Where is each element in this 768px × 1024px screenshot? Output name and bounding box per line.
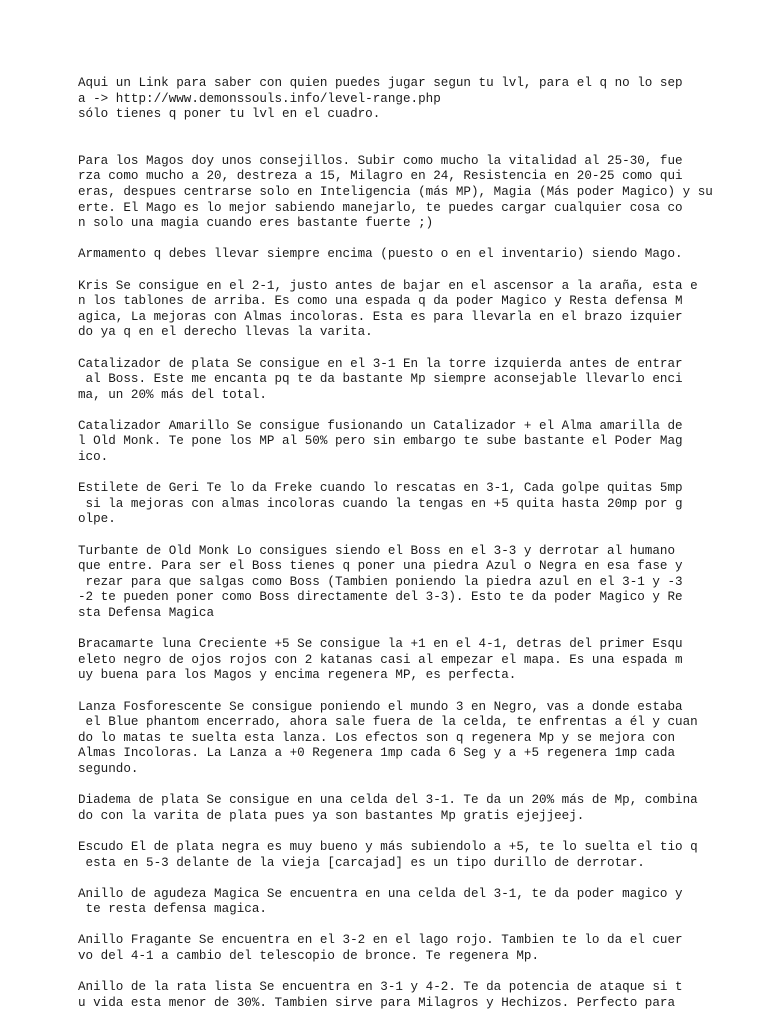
text-line: a -> http://www.demonssouls.info/level-range.php (78, 91, 441, 106)
text-line: Catalizador de plata Se consigue en el 3-1 En la torre izquierda antes de entrar (78, 356, 683, 371)
document-body (78, 76, 758, 1024)
paragraph (78, 933, 758, 964)
paragraph (78, 247, 758, 263)
text-line: sólo tienes q poner tu lvl en el cuadro. (78, 107, 381, 122)
paragraph (78, 793, 758, 824)
text-line: n los tablones de arriba. Es como una espada q da poder Magico y Resta defensa M (78, 294, 683, 309)
text-line: uy buena para los Magos y encima regenera MP, es perfecta. (78, 668, 517, 683)
text-line: rza como mucho a 20, destreza a 15, Milagro en 24, Resistencia en 20-25 como qui (78, 169, 683, 184)
text-line: al Boss. Este me encanta pq te da bastante Mp siempre aconsejable llevarlo enci (78, 372, 683, 387)
paragraph (78, 544, 758, 622)
text-line: Bracamarte luna Creciente +5 Se consigue la +1 en el 4-1, detras del primer Esqu (78, 637, 683, 652)
text-line: Catalizador Amarillo Se consigue fusionando un Catalizador + el Alma amarilla de (78, 418, 683, 433)
text-line: Turbante de Old Monk Lo consigues siendo el Boss en el 3-3 y derrotar al humano (78, 543, 676, 558)
text-line: n solo una magia cuando eres bastante fuerte ;) (78, 216, 434, 231)
paragraph (78, 887, 758, 918)
text-line: eleto negro de ojos rojos con 2 katanas casi al empezar el mapa. Es una espada m (78, 652, 683, 667)
paragraph (78, 76, 758, 123)
text-line: olpe. (78, 512, 116, 527)
paragraph (78, 357, 758, 404)
text-line: rezar para que salgas como Boss (Tambien poniendo la piedra azul en el 3-1 y -3 (78, 574, 683, 589)
paragraph (78, 700, 758, 778)
text-line: Para los Magos doy unos consejillos. Subir como mucho la vitalidad al 25-30, fue (78, 153, 683, 168)
text-line: l Old Monk. Te pone los MP al 50% pero sin embargo te sube bastante el Poder Mag (78, 434, 683, 449)
text-line: do ya q en el derecho llevas la varita. (78, 325, 373, 340)
text-line: eras, despues centrarse solo en Inteligencia (más MP), Magia (Más poder Magico) y su (78, 184, 713, 199)
text-line: ico. (78, 450, 109, 465)
paragraph (78, 637, 758, 684)
text-line: Anillo de la rata lista Se encuentra en 3-1 y 4-2. Te da potencia de ataque si t (78, 980, 683, 995)
text-line: Escudo El de plata negra es muy bueno y más subiendolo a +5, te lo suelta el tio q (78, 839, 698, 854)
text-line: esta en 5-3 delante de la vieja [carcajad] es un tipo durillo de derrotar. (78, 855, 645, 870)
text-line: Kris Se consigue en el 2-1, justo antes de bajar en el ascensor a la araña, esta e (78, 278, 698, 293)
paragraph (78, 154, 758, 232)
text-line: si la mejoras con almas incoloras cuando la tengas en +5 quita hasta 20mp por g (78, 496, 683, 511)
text-line: que entre. Para ser el Boss tienes q poner una piedra Azul o Negra en esa fase y (78, 559, 683, 574)
text-line: erte. El Mago es lo mejor sabiendo manejarlo, te puedes cargar cualquier cosa co (78, 200, 683, 215)
paragraph (78, 481, 758, 528)
text-line: sta Defensa Magica (78, 606, 215, 620)
text-line: Almas Incoloras. La Lanza a +0 Regenera 1mp cada 6 Seg y a +5 regenera 1mp cada (78, 746, 676, 761)
text-line: -2 te pueden poner como Boss directamente del 3-3). Esto te da poder Magico y Re (78, 590, 683, 605)
text-line: te resta defensa magica. (78, 902, 267, 917)
paragraph (78, 419, 758, 466)
text-line: Anillo Fragante Se encuentra en el 3-2 en el lago rojo. Tambien te lo da el cuer (78, 933, 683, 948)
text-line: vo del 4-1 a cambio del telescopio de bronce. Te regenera Mp. (78, 949, 540, 964)
text-line: Anillo de agudeza Magica Se encuentra en una celda del 3-1, te da poder magico y (78, 886, 683, 901)
text-line: Diadema de plata Se consigue en una celda del 3-1. Te da un 20% más de Mp, combina (78, 793, 698, 808)
text-line: el Blue phantom encerrado, ahora sale fuera de la celda, te enfrentas a él y cuan (78, 715, 698, 730)
text-line: ma, un 20% más del total. (78, 387, 267, 402)
text-line: Armamento q debes llevar siempre encima (puesto o en el inventario) siendo Mago. (78, 247, 683, 262)
text-line: u vida esta menor de 30%. Tambien sirve para Milagros y Hechizos. Perfecto para (78, 995, 676, 1010)
text-line: do lo matas te suelta esta lanza. Los efectos son q regenera Mp y se mejora con (78, 730, 676, 745)
paragraph (78, 840, 758, 871)
text-line: Aqui un Link para saber con quien puedes jugar segun tu lvl, para el q no lo sep (78, 76, 683, 90)
text-line: segundo. (78, 761, 139, 776)
text-line: do con la varita de plata pues ya son bastantes Mp gratis ejejjeej. (78, 808, 585, 823)
paragraph (78, 980, 758, 1011)
paragraph (78, 279, 758, 341)
text-line: Lanza Fosforescente Se consigue poniendo el mundo 3 en Negro, vas a donde estaba (78, 699, 683, 714)
text-line: Estilete de Geri Te lo da Freke cuando lo rescatas en 3-1, Cada golpe quitas 5mp (78, 481, 683, 496)
text-line: agica, La mejoras con Almas incoloras. Esta es para llevarla en el brazo izquier (78, 309, 683, 324)
